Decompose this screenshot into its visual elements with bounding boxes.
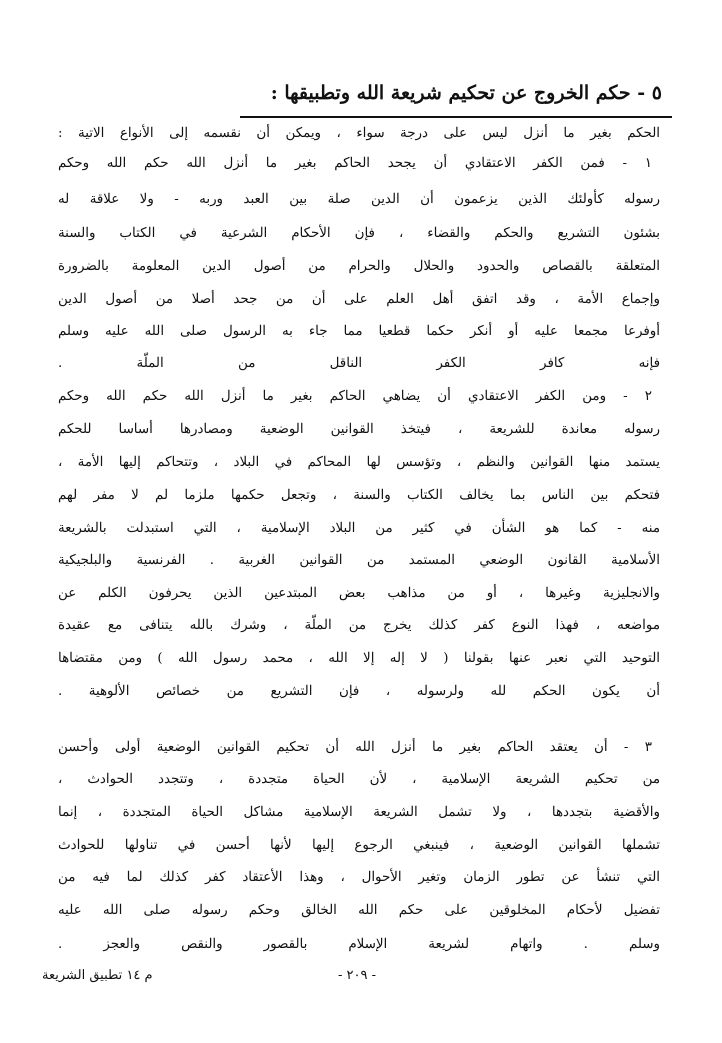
text-line: المتعلقة بالقصاص والحدود والحلال والحرام من أصول الدين المعلومة بالضرورة <box>58 259 660 274</box>
section-heading: ٥ - حكم الخروج عن تحكيم شريعة الله وتطبيقها : <box>270 82 662 104</box>
text-line: تفضيل لأحكام المخلوقين على حكم الله الخالق وحكم رسوله صلى الله عليه <box>58 903 660 918</box>
text-line: وسلم . واتهام لشريعة الإسلام بالقصور والنقص والعجز . <box>58 937 660 952</box>
text-line: يستمد منها القوانين والنظم ، وتؤسس لها المحاكم في البلاد ، وتتحاكم إليها الأمة ، <box>58 455 660 470</box>
text-line: وإجماع الأمة ، وقد اتفق أهل العلم على أن من جحد أصلا من أصول الدين <box>58 292 660 307</box>
text-line: رسوله كأولئك الذين يزعمون أن الدين صلة بين العبد وربه - ولا علاقة له <box>58 192 660 207</box>
text-line: مواضعه ، فهذا النوع كفر كذلك يخرج من الملّة ، وشرك بالله يتنافى مع عقيدة <box>58 618 660 633</box>
text-line: تشملها القوانين الوضعية ، فينبغي الرجوع إليها لأنها أحسن في تناولها للحوادث <box>58 838 660 853</box>
text-line: من تحكيم الشريعة الإسلامية ، لأن الحياة متجددة ، وتتجدد الحوادث ، <box>58 772 660 787</box>
text-line: ٣ - أن يعتقد الحاكم بغير ما أنزل الله أن تحكيم القوانين الوضعية أولى وأحسن <box>58 740 652 755</box>
text-line: أوفرعا مجمعا عليه أو أنكر حكما قطعيا مما جاء به الرسول صلى الله عليه وسلم <box>58 324 660 339</box>
text-line: ٢ - ومن الكفر الاعتقادي أن يضاهي الحاكم بغير ما أنزل الله حكم الله وحكم <box>58 389 652 404</box>
text-line: فتحكم بين الناس بما يخالف الكتاب والسنة ، وتجعل حكمها ملزما لم لا مفر لهم <box>58 488 660 503</box>
text-line: والانجليزية وغيرها ، أو من مذاهب بعض المبتدعين الذين يحرفون الكلم عن <box>58 586 660 601</box>
text-line: الأسلامية القانون الوضعي المستمد من القوانين الغربية . الفرنسية والبلجيكية <box>58 553 660 568</box>
text-line: ١ - فمن الكفر الاعتقادي أن يجحد الحاكم بغير ما أنزل الله حكم الله وحكم <box>58 156 652 171</box>
text-line: التي تنشأ عن تطور الزمان وتغير الأحوال ، وهذا الأعتقاد كفر كذلك لما فيه من <box>58 870 660 885</box>
page-number: - ٢٠٩ - <box>337 968 376 983</box>
text-line: الحكم بغير ما أنزل ليس على درجة سواء ، ويمكن أن نقسمه إلى الأنواع الاتية : <box>58 126 660 141</box>
text-line: رسوله معاندة للشريعة ، فيتخذ القوانين الوضعية ومصادرها أساسا للحكم <box>58 422 660 437</box>
heading-underline <box>240 116 672 118</box>
text-line: بشئون التشريع والحكم والقضاء ، فإن الأحكام الشرعية في الكتاب والسنة <box>58 226 660 241</box>
text-line: منه - كما هو الشأن في كثير من البلاد الإسلامية ، التي استبدلت بالشريعة <box>58 521 660 536</box>
text-line: التوحيد التي نعبر عنها بقولنا ( لا إله إلا الله ، محمد رسول الله ) ومن مقتضاها <box>58 651 660 666</box>
text-line: أن يكون الحكم لله ولرسوله ، فإن التشريع من خصائص الألوهية . <box>58 684 660 699</box>
signature-mark: م ١٤ تطبيق الشريعة <box>42 968 153 983</box>
text-line: والأقضية بتجددها ، ولا تشمل الشريعة الإسلامية مشاكل الحياة المتجددة ، إنما <box>58 805 660 820</box>
text-line: فإنه كافر الكفر الناقل من الملّة . <box>58 356 660 371</box>
